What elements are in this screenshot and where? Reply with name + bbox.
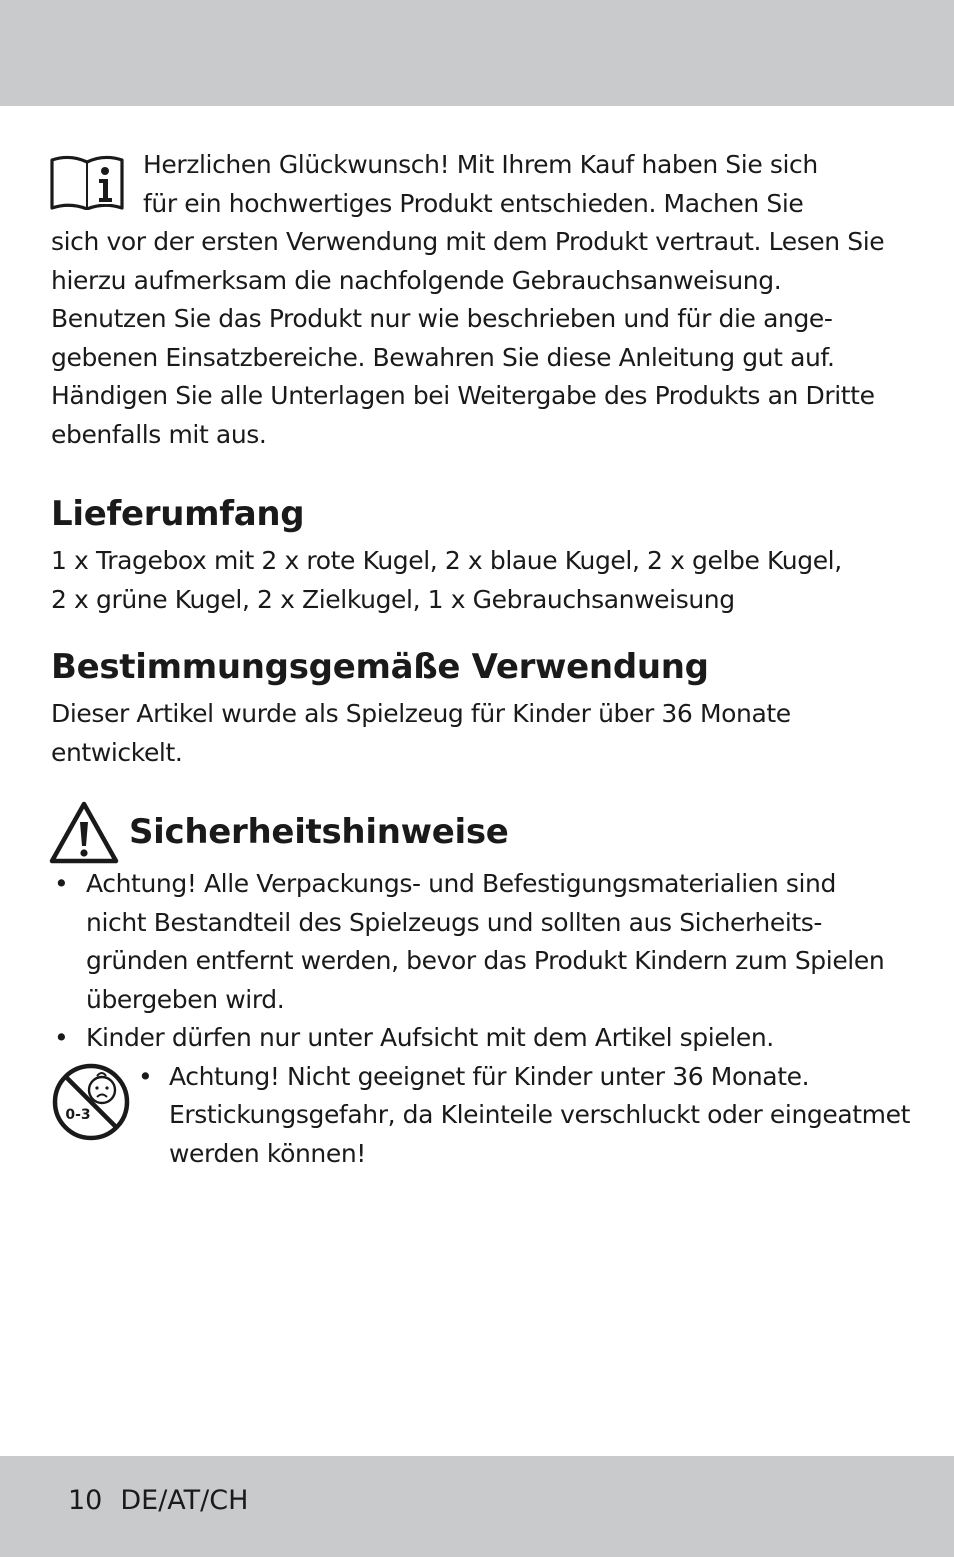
intro-text-line: gebenen Einsatzbereiche. Bewahren Sie diese Anleitung gut auf. [51,342,835,372]
verwendung-line: Dieser Artikel wurde als Spielzeug für Kinder über 36 Monate [51,699,791,728]
lieferumfang-line: 1 x Tragebox mit 2 x rote Kugel, 2 x blaue Kugel, 2 x gelbe Kugel, [51,546,842,575]
intro-text-line: sich vor der ersten Verwendung mit dem Produkt vertraut. Lesen Sie [51,227,885,256]
heading-lieferumfang: Lieferumfang [51,494,305,534]
bullet-line: Achtung! Nicht geeignet für Kinder unter 36 Monate. [169,1061,810,1091]
age-label: 0-3 [65,1106,91,1123]
bullet-dot: • [54,1023,69,1052]
region-label: DE/AT/CH [120,1485,249,1516]
intro-text-line: Benutzen Sie das Produkt nur wie beschrieben und für die ange- [51,304,833,333]
page-footer [68,1485,248,1517]
verwendung-line: entwickelt. [51,737,183,767]
bullet-line: gründen entfernt werden, bevor das Produkt Kindern zum Spielen [86,946,885,975]
info-book-icon [50,152,124,210]
bullet-dot: • [54,869,69,898]
intro-text-line: hierzu aufmerksam die nachfolgende Gebrauchsanweisung. [51,265,782,295]
intro-block [51,146,911,223]
verwendung-paragraph [51,695,911,772]
bullet-line: werden können! [169,1138,366,1168]
list-item [51,865,911,1019]
not-suitable-under-3-icon [51,1061,131,1141]
bullet-line: Achtung! Alle Verpackungs- und Befestigungsmaterialien sind [86,869,836,898]
heading-verwendung: Bestimmungsgemäße Verwendung [51,647,709,687]
heading-sicherheit: Sicherheitshinweise [129,812,509,852]
intro-paragraph [51,223,911,454]
intro-text-line: ebenfalls mit aus. [51,419,267,449]
intro-text-line: Händigen Sie alle Unterlagen bei Weitergabe des Produkts an Dritte [51,381,875,410]
bullet-line: übergeben wird. [86,984,285,1014]
page-content [51,146,911,1173]
lieferumfang-paragraph [51,542,911,619]
warning-triangle-icon [49,800,119,864]
bullet-line: Kinder dürfen nur unter Aufsicht mit dem Artikel spielen. [86,1023,774,1052]
safety-heading-row [51,799,911,865]
intro-line-2: für ein hochwertiges Produkt entschieden. Machen Sie [143,188,804,218]
choking-warning-row [51,1058,911,1174]
top-band [0,0,954,106]
lieferumfang-line: 2 x grüne Kugel, 2 x Zielkugel, 1 x Gebrauchsanweisung [51,584,735,614]
intro-line-1: Herzlichen Glückwunsch! Mit Ihrem Kauf haben Sie sich [143,150,818,179]
bullet-line: nicht Bestandteil des Spielzeugs und sollten aus Sicherheits- [86,907,823,937]
page-number: 10 [68,1485,103,1516]
list-item [136,1058,911,1174]
safety-list [51,865,911,1058]
bullet-dot: • [138,1061,153,1091]
list-item [51,1019,911,1058]
bullet-line: Erstickungsgefahr, da Kleinteile verschluckt oder eingeatmet [169,1100,911,1129]
